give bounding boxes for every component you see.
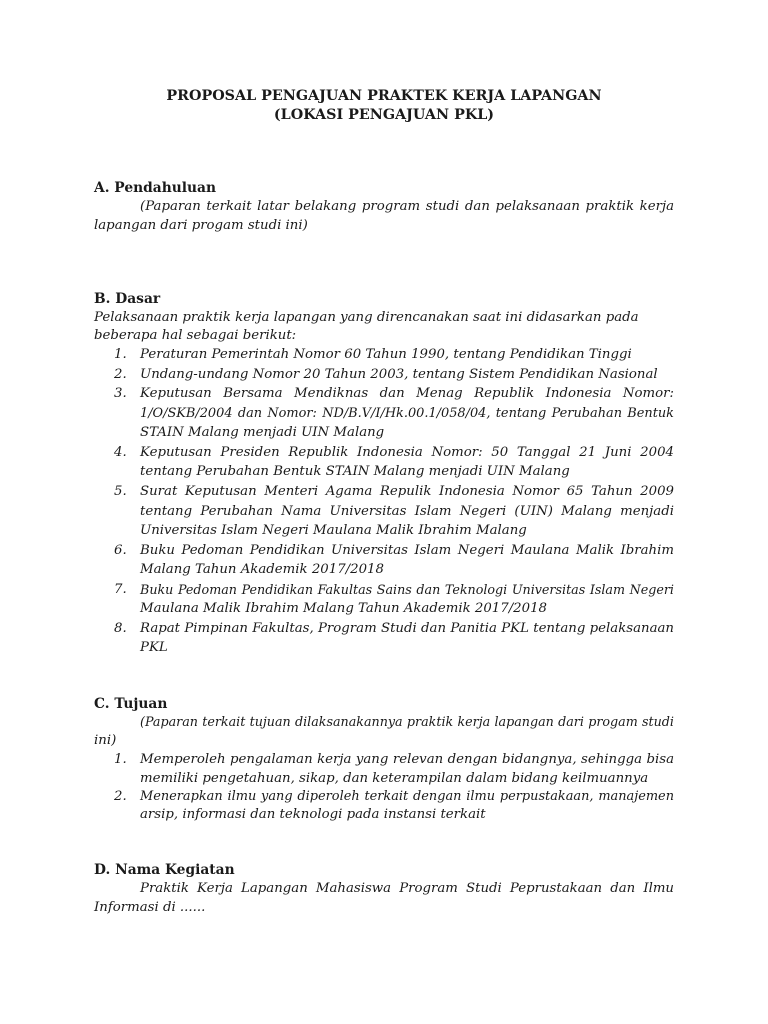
list-item-text: STAIN Malang menjadi UIN Malang xyxy=(140,425,385,440)
list-number: 4. xyxy=(114,445,127,460)
section-a-paragraph-line: lapangan dari progam studi ini) xyxy=(94,218,308,233)
list-number: 3. xyxy=(114,386,127,401)
section-b-intro-line: beberapa hal sebagai berikut: xyxy=(94,328,297,343)
list-item-text: Maulana Malik Ibrahim Malang Tahun Akademik 2017/2018 xyxy=(140,601,548,616)
list-number: 2. xyxy=(114,789,127,804)
section-c-paragraph-line: (Paparan terkait tujuan dilaksanakannya praktik kerja lapangan dari progam studi xyxy=(140,714,674,729)
list-number: 6. xyxy=(114,543,127,558)
list-item-text: arsip, informasi dan teknologi pada instansi terkait xyxy=(140,807,486,822)
list-item-text: Universitas Islam Negeri Maulana Malik Ibrahim Malang xyxy=(140,523,527,538)
section-b-intro-line: Pelaksanaan praktik kerja lapangan yang direncanakan saat ini didasarkan pada xyxy=(94,310,639,325)
section-c-heading: C. Tujuan xyxy=(94,696,168,712)
list-item-text: Memperoleh pengalaman kerja yang relevan dengan bidangnya, sehingga bisa xyxy=(140,752,674,767)
document-subtitle: (LOKASI PENGAJUAN PKL) xyxy=(273,107,495,123)
list-item-text: Undang-undang Nomor 20 Tahun 2003, tentang Sistem Pendidikan Nasional xyxy=(140,367,658,382)
list-item-text: Rapat Pimpinan Fakultas, Program Studi dan Panitia PKL tentang pelaksanaan xyxy=(140,621,674,636)
list-item-text: tentang Perubahan Nama Universitas Islam Negeri (UIN) Malang menjadi xyxy=(140,504,674,519)
list-number: 8. xyxy=(114,621,127,636)
list-item-text: PKL xyxy=(140,640,168,655)
section-c-paragraph-line: ini) xyxy=(94,733,117,748)
section-d-heading: D. Nama Kegiatan xyxy=(94,862,235,878)
list-item-text: Buku Pedoman Pendidikan Fakultas Sains dan Teknologi Universitas Islam Negeri xyxy=(140,582,674,597)
list-item-text: tentang Perubahan Bentuk STAIN Malang menjadi UIN Malang xyxy=(140,464,570,479)
list-item-text: Malang Tahun Akademik 2017/2018 xyxy=(140,562,384,577)
section-d-paragraph-line: Praktik Kerja Lapangan Mahasiswa Program Studi Peprustakaan dan Ilmu xyxy=(140,881,674,896)
list-number: 2. xyxy=(114,367,127,382)
list-item-text: 1/O/SKB/2004 dan Nomor: ND/B.V/I/Hk.00.1/058/04, tentang Perubahan Bentuk xyxy=(140,406,674,421)
list-item-text: Keputusan Bersama Mendiknas dan Menag Republik Indonesia Nomor: xyxy=(140,386,674,401)
document-title: PROPOSAL PENGAJUAN PRAKTEK KERJA LAPANGAN xyxy=(166,88,602,104)
list-number: 1. xyxy=(114,752,127,767)
section-a-heading: A. Pendahuluan xyxy=(94,180,217,196)
list-item-text: Peraturan Pemerintah Nomor 60 Tahun 1990, tentang Pendidikan Tinggi xyxy=(140,347,632,362)
list-item-text: memiliki pengetahuan, sikap, dan keterampilan dalam bidang keilmuannya xyxy=(140,771,649,786)
section-b-heading: B. Dasar xyxy=(94,291,161,307)
list-number: 5. xyxy=(114,484,127,499)
list-item-text: Surat Keputusan Menteri Agama Repulik Indonesia Nomor 65 Tahun 2009 xyxy=(140,484,674,499)
list-item-text: Buku Pedoman Pendidikan Universitas Islam Negeri Maulana Malik Ibrahim xyxy=(140,543,674,558)
list-item-text: Menerapkan ilmu yang diperoleh terkait dengan ilmu perpustakaan, manajemen xyxy=(140,789,674,804)
list-item-text: Keputusan Presiden Republik Indonesia Nomor: 50 Tanggal 21 Juni 2004 xyxy=(140,445,674,460)
section-d-paragraph-line: Informasi di ...... xyxy=(94,900,206,915)
section-a-paragraph-line: (Paparan terkait latar belakang program studi dan pelaksanaan praktik kerja xyxy=(140,199,674,214)
list-number: 7. xyxy=(114,582,127,597)
list-number: 1. xyxy=(114,347,127,362)
